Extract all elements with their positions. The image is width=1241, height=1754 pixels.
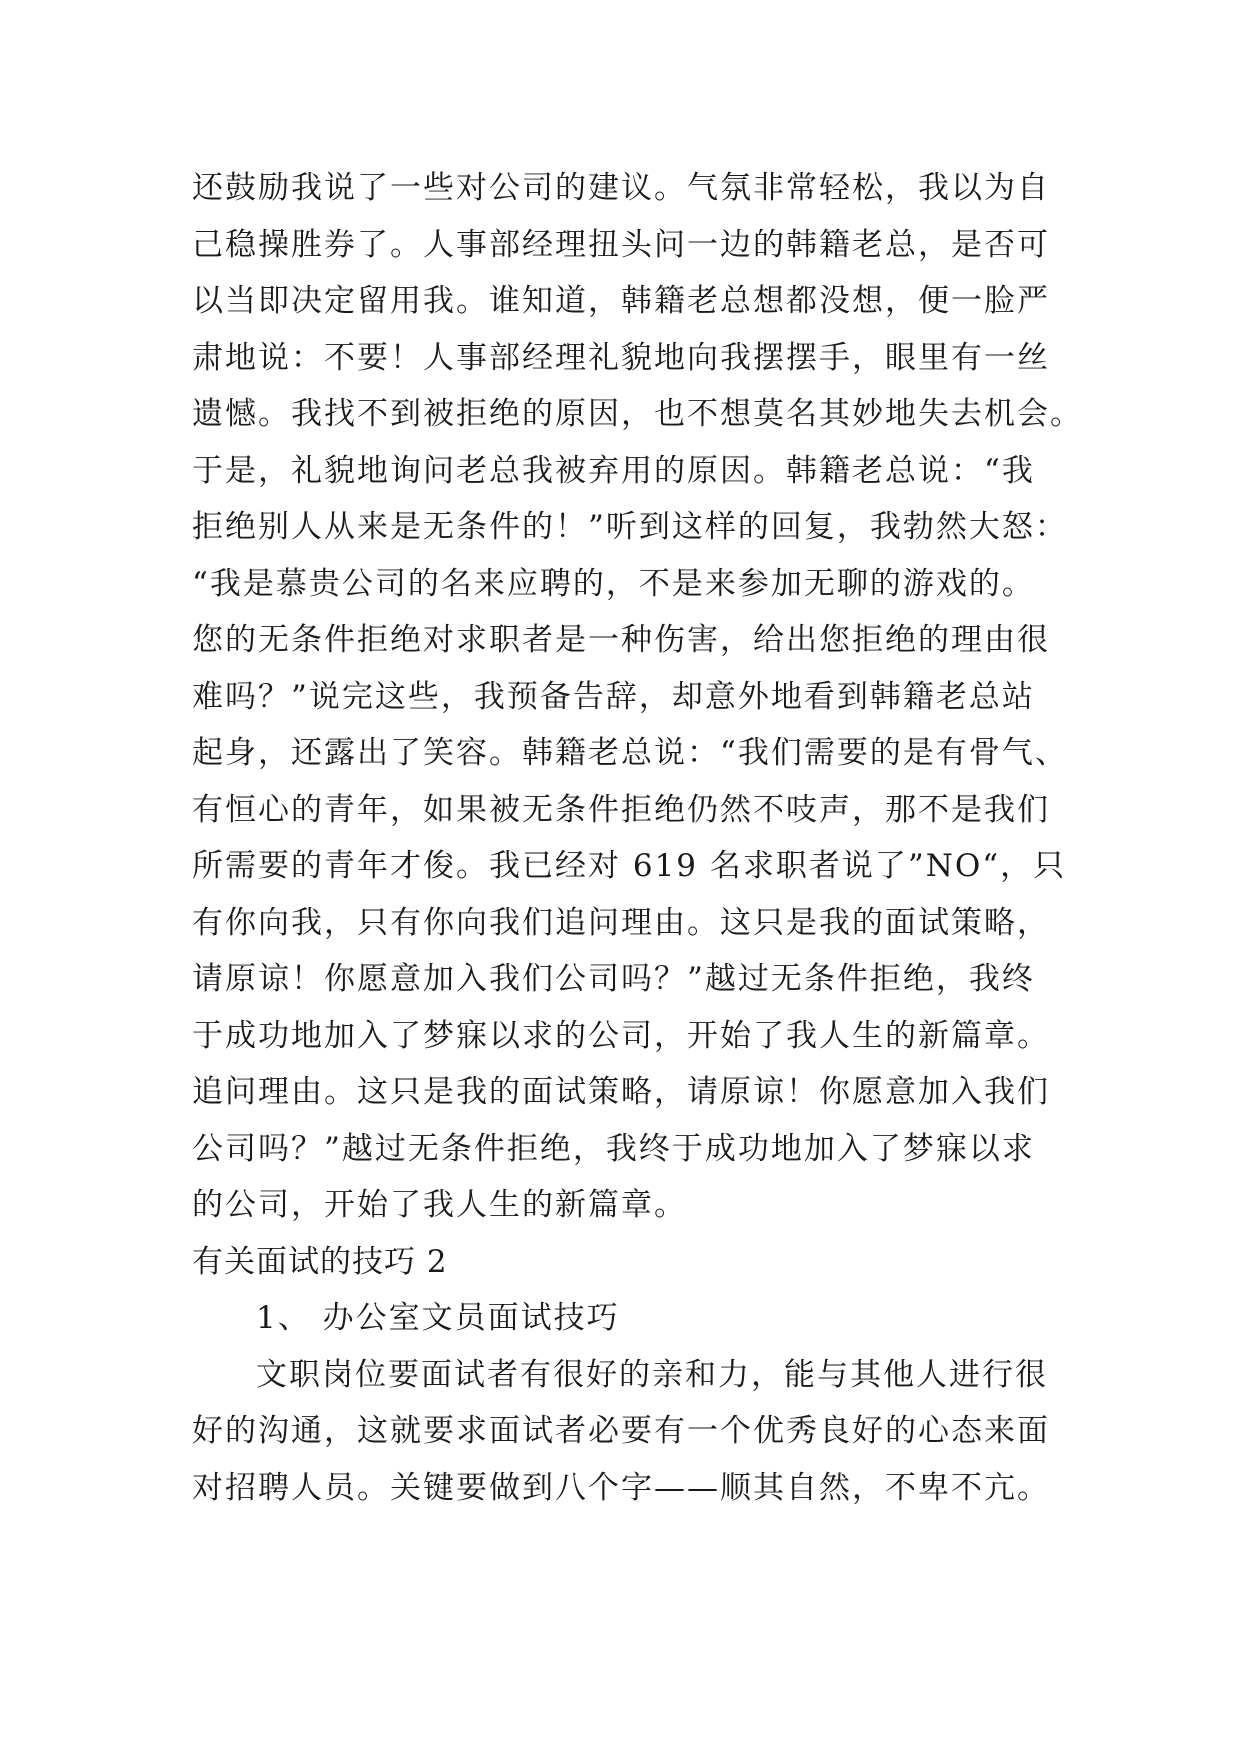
body-line: 有你向我，只有你向我们追问理由。这只是我的面试策略， [192,904,1050,941]
body-line: 遗憾。我找不到被拒绝的原因，也不想莫名其妙地失去机会。 [192,396,1083,432]
body-line: 追问理由。这只是我的面试策略，请原谅！你愿意加入我们 [192,1074,1050,1110]
body-line: 以当即决定留用我。谁知道，韩籍老总想都没想，便一脸严 [192,283,1050,319]
paragraph-line: 文职岗位要面试者有很好的亲和力，能与其他人进行很 [256,1356,1048,1393]
subheading: 1、 办公室文员面试技巧 [256,1300,620,1336]
body-line: 您的无条件拒绝对求职者是一种伤害，给出您拒绝的理由很 [192,622,1050,658]
body-line: 拒绝别人从来是无条件的！”听到这样的回复，我勃然大怒： [192,509,1068,545]
paragraph-line: 对招聘人员。关键要做到八个字——顺其自然，不卑不亢。 [192,1469,1050,1506]
body-line: 肃地说：不要！人事部经理礼貌地向我摆摆手，眼里有一丝 [192,339,1050,376]
body-line: “我是慕贵公司的名来应聘的，不是来参加无聊的游戏的。 [192,565,1035,602]
body-line: 公司吗？”越过无条件拒绝，我终于成功地加入了梦寐以求 [192,1130,1035,1167]
paragraph-line: 好的沟通，这就要求面试者必要有一个优秀良好的心态来面 [192,1413,1050,1449]
body-line: 请原谅！你愿意加入我们公司吗？”越过无条件拒绝，我终 [192,961,1035,997]
document-body [192,160,1092,1516]
body-line: 己稳操胜券了。人事部经理扭头问一边的韩籍老总，是否可 [192,226,1050,263]
body-line: 于是，礼貌地询问老总我被弃用的原因。韩籍老总说：“我 [192,452,1035,489]
body-line: 所需要的青年才俊。我已经对 619 名求职者说了”NO“，只 [192,848,1067,884]
body-line: 有恒心的青年，如果被无条件拒绝仍然不吱声，那不是我们 [192,791,1050,828]
body-line: 的公司，开始了我人生的新篇章。 [192,1187,687,1223]
body-line: 难吗？”说完这些，我预备告辞，却意外地看到韩籍老总站 [192,678,1035,715]
body-line: 还鼓励我说了一些对公司的建议。气氛非常轻松，我以为自 [192,170,1050,206]
body-line: 起身，还露出了笑容。韩籍老总说：“我们需要的是有骨气、 [192,735,1068,771]
section-heading: 有关面试的技巧 2 [192,1243,448,1280]
body-line: 于成功地加入了梦寐以求的公司，开始了我人生的新篇章。 [192,1017,1050,1054]
